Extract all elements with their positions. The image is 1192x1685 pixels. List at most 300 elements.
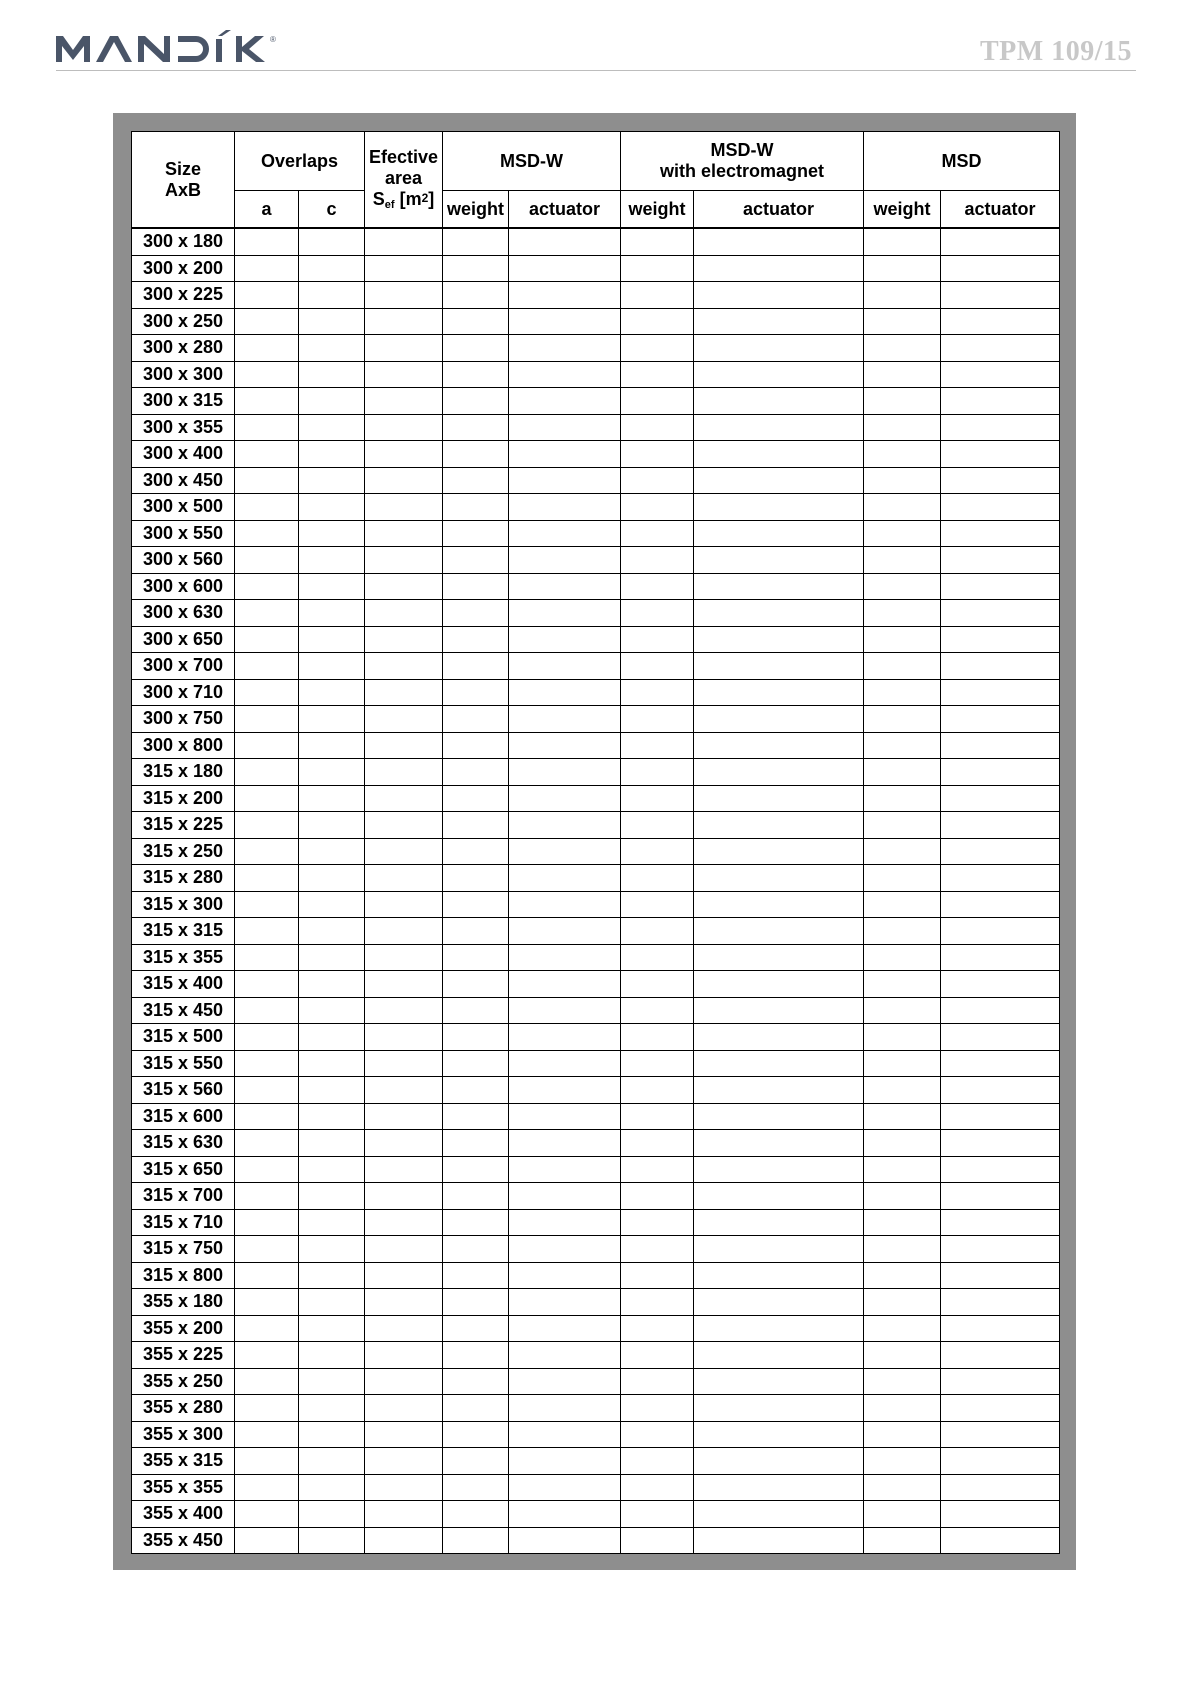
empty-value-cell [941, 838, 1060, 865]
empty-value-cell [621, 1077, 694, 1104]
empty-value-cell [365, 467, 443, 494]
empty-value-cell [694, 282, 864, 309]
empty-value-cell [864, 1077, 941, 1104]
empty-value-cell [443, 759, 509, 786]
empty-value-cell [509, 812, 621, 839]
empty-value-cell [941, 1448, 1060, 1475]
empty-value-cell [365, 441, 443, 468]
empty-value-cell [509, 494, 621, 521]
empty-value-cell [694, 971, 864, 998]
table-row [132, 494, 1060, 521]
empty-value-cell [864, 706, 941, 733]
empty-value-cell [443, 971, 509, 998]
empty-value-cell [443, 335, 509, 362]
empty-value-cell [694, 865, 864, 892]
empty-value-cell [694, 1183, 864, 1210]
empty-value-cell [941, 653, 1060, 680]
empty-value-cell [443, 1315, 509, 1342]
empty-value-cell [299, 1395, 365, 1422]
empty-value-cell [443, 997, 509, 1024]
table-row [132, 282, 1060, 309]
empty-value-cell [235, 1077, 299, 1104]
empty-value-cell [443, 282, 509, 309]
mandik-logo [56, 30, 286, 70]
empty-value-cell [864, 1289, 941, 1316]
empty-value-cell [365, 1315, 443, 1342]
empty-value-cell [365, 228, 443, 255]
empty-value-cell [443, 1368, 509, 1395]
empty-value-cell [621, 1262, 694, 1289]
empty-value-cell [941, 1103, 1060, 1130]
empty-value-cell [694, 1368, 864, 1395]
size-cell: 300 x 600 [132, 573, 235, 600]
header-size-line2: AxB [164, 179, 201, 200]
empty-value-cell [864, 467, 941, 494]
empty-value-cell [621, 679, 694, 706]
empty-value-cell [365, 414, 443, 441]
empty-value-cell [443, 944, 509, 971]
empty-value-cell [941, 520, 1060, 547]
empty-value-cell [864, 573, 941, 600]
empty-value-cell [694, 1421, 864, 1448]
table-row [132, 1368, 1060, 1395]
empty-value-cell [694, 1156, 864, 1183]
empty-value-cell [299, 520, 365, 547]
empty-value-cell [299, 1156, 365, 1183]
empty-value-cell [509, 1050, 621, 1077]
size-cell: 300 x 300 [132, 361, 235, 388]
empty-value-cell [864, 1395, 941, 1422]
empty-value-cell [299, 255, 365, 282]
empty-value-cell [864, 1501, 941, 1528]
size-cell: 355 x 300 [132, 1421, 235, 1448]
empty-value-cell [941, 1315, 1060, 1342]
empty-value-cell [365, 997, 443, 1024]
empty-value-cell [864, 1448, 941, 1475]
table-body [132, 228, 1060, 1554]
empty-value-cell [621, 891, 694, 918]
header-msdwem-actuator: actuator [694, 191, 864, 229]
empty-value-cell [621, 1395, 694, 1422]
empty-value-cell [941, 706, 1060, 733]
empty-value-cell [365, 1156, 443, 1183]
header-divider [56, 70, 1136, 71]
empty-value-cell [941, 1183, 1060, 1210]
header-msdwem-weight: weight [621, 191, 694, 229]
empty-value-cell [941, 1289, 1060, 1316]
empty-value-cell [864, 732, 941, 759]
empty-value-cell [365, 335, 443, 362]
header-overlap-a: a [235, 191, 299, 229]
header-msdw-em-line2: with electromagnet [660, 161, 825, 181]
empty-value-cell [235, 865, 299, 892]
empty-value-cell [864, 838, 941, 865]
empty-value-cell [365, 732, 443, 759]
empty-value-cell [509, 1448, 621, 1475]
size-cell: 355 x 315 [132, 1448, 235, 1475]
empty-value-cell [299, 997, 365, 1024]
empty-value-cell [365, 1342, 443, 1369]
empty-value-cell [235, 414, 299, 441]
empty-value-cell [443, 1183, 509, 1210]
empty-value-cell [365, 1130, 443, 1157]
empty-value-cell [941, 1130, 1060, 1157]
size-cell: 300 x 400 [132, 441, 235, 468]
empty-value-cell [443, 308, 509, 335]
empty-value-cell [443, 732, 509, 759]
header-effective-area [365, 132, 443, 229]
empty-value-cell [235, 997, 299, 1024]
empty-value-cell [365, 918, 443, 945]
empty-value-cell [864, 1183, 941, 1210]
header-msdw-electromagnet [621, 132, 864, 191]
empty-value-cell [694, 547, 864, 574]
empty-value-cell [694, 1501, 864, 1528]
size-cell: 315 x 180 [132, 759, 235, 786]
empty-value-cell [694, 1077, 864, 1104]
header-size-line1: Size [164, 158, 202, 179]
empty-value-cell [864, 1342, 941, 1369]
empty-value-cell [365, 944, 443, 971]
empty-value-cell [299, 1130, 365, 1157]
empty-value-cell [621, 997, 694, 1024]
empty-value-cell [621, 1050, 694, 1077]
header-eff-unit: $S_{ef}$ $[m^2]$ [372, 188, 435, 211]
table-row [132, 732, 1060, 759]
empty-value-cell [864, 1368, 941, 1395]
empty-value-cell [299, 388, 365, 415]
empty-value-cell [864, 997, 941, 1024]
empty-value-cell [509, 1342, 621, 1369]
table-row [132, 1050, 1060, 1077]
empty-value-cell [941, 1527, 1060, 1554]
empty-value-cell [235, 626, 299, 653]
header-eff-line1: Efective [368, 146, 439, 167]
empty-value-cell [299, 732, 365, 759]
size-cell: 300 x 200 [132, 255, 235, 282]
empty-value-cell [443, 1156, 509, 1183]
empty-value-cell [694, 308, 864, 335]
empty-value-cell [509, 1103, 621, 1130]
header-overlap-c: c [299, 191, 365, 229]
header-overlaps: Overlaps [235, 132, 365, 191]
empty-value-cell [443, 1077, 509, 1104]
empty-value-cell [509, 414, 621, 441]
empty-value-cell [941, 1209, 1060, 1236]
empty-value-cell [694, 732, 864, 759]
empty-value-cell [443, 785, 509, 812]
empty-value-cell [864, 971, 941, 998]
empty-value-cell [621, 1448, 694, 1475]
empty-value-cell [365, 679, 443, 706]
empty-value-cell [365, 1421, 443, 1448]
empty-value-cell [235, 812, 299, 839]
empty-value-cell [509, 520, 621, 547]
empty-value-cell [299, 414, 365, 441]
size-cell: 315 x 500 [132, 1024, 235, 1051]
empty-value-cell [941, 467, 1060, 494]
empty-value-cell [941, 1156, 1060, 1183]
empty-value-cell [299, 653, 365, 680]
empty-value-cell [443, 679, 509, 706]
empty-value-cell [509, 1209, 621, 1236]
empty-value-cell [235, 228, 299, 255]
table-row [132, 626, 1060, 653]
size-cell: 355 x 400 [132, 1501, 235, 1528]
size-cell: 300 x 710 [132, 679, 235, 706]
empty-value-cell [864, 335, 941, 362]
empty-value-cell [694, 706, 864, 733]
header-msd: MSD [864, 132, 1060, 191]
table-row [132, 1262, 1060, 1289]
empty-value-cell [299, 1342, 365, 1369]
empty-value-cell [443, 653, 509, 680]
empty-value-cell [443, 891, 509, 918]
table-row [132, 1448, 1060, 1475]
empty-value-cell [509, 467, 621, 494]
empty-value-cell [941, 1474, 1060, 1501]
empty-value-cell [509, 679, 621, 706]
empty-value-cell [235, 944, 299, 971]
size-cell: 355 x 355 [132, 1474, 235, 1501]
empty-value-cell [365, 865, 443, 892]
size-cell: 315 x 225 [132, 812, 235, 839]
empty-value-cell [509, 626, 621, 653]
empty-value-cell [509, 600, 621, 627]
header-size [132, 132, 235, 229]
empty-value-cell [235, 1209, 299, 1236]
size-cell: 315 x 560 [132, 1077, 235, 1104]
empty-value-cell [621, 626, 694, 653]
empty-value-cell [621, 573, 694, 600]
empty-value-cell [864, 414, 941, 441]
size-cell: 315 x 400 [132, 971, 235, 998]
empty-value-cell [941, 547, 1060, 574]
table-row [132, 971, 1060, 998]
size-cell: 315 x 800 [132, 1262, 235, 1289]
size-cell: 355 x 250 [132, 1368, 235, 1395]
empty-value-cell [694, 1395, 864, 1422]
empty-value-cell [509, 228, 621, 255]
empty-value-cell [299, 891, 365, 918]
empty-value-cell [299, 1315, 365, 1342]
empty-value-cell [235, 547, 299, 574]
empty-value-cell [443, 812, 509, 839]
empty-value-cell [299, 494, 365, 521]
size-cell: 300 x 630 [132, 600, 235, 627]
empty-value-cell [509, 1183, 621, 1210]
empty-value-cell [235, 971, 299, 998]
empty-value-cell [621, 1103, 694, 1130]
size-cell: 300 x 315 [132, 388, 235, 415]
empty-value-cell [235, 679, 299, 706]
empty-value-cell [941, 388, 1060, 415]
empty-value-cell [621, 732, 694, 759]
empty-value-cell [621, 308, 694, 335]
header-row-1 [132, 132, 1060, 191]
size-cell: 300 x 560 [132, 547, 235, 574]
size-cell: 315 x 250 [132, 838, 235, 865]
empty-value-cell [299, 1050, 365, 1077]
empty-value-cell [694, 1024, 864, 1051]
header-row-2 [132, 191, 1060, 229]
empty-value-cell [299, 785, 365, 812]
size-cell: 315 x 750 [132, 1236, 235, 1263]
size-cell: 300 x 250 [132, 308, 235, 335]
empty-value-cell [365, 759, 443, 786]
empty-value-cell [443, 228, 509, 255]
empty-value-cell [941, 732, 1060, 759]
size-cell: 300 x 280 [132, 335, 235, 362]
empty-value-cell [509, 1527, 621, 1554]
empty-value-cell [443, 600, 509, 627]
empty-value-cell [864, 1024, 941, 1051]
empty-value-cell [864, 679, 941, 706]
empty-value-cell [235, 1183, 299, 1210]
empty-value-cell [299, 1527, 365, 1554]
empty-value-cell [694, 1130, 864, 1157]
empty-value-cell [235, 1368, 299, 1395]
empty-value-cell [365, 1395, 443, 1422]
empty-value-cell [235, 388, 299, 415]
empty-value-cell [509, 1368, 621, 1395]
empty-value-cell [299, 335, 365, 362]
empty-value-cell [864, 653, 941, 680]
empty-value-cell [621, 1368, 694, 1395]
empty-value-cell [694, 1103, 864, 1130]
empty-value-cell [509, 1474, 621, 1501]
empty-value-cell [694, 759, 864, 786]
empty-value-cell [299, 865, 365, 892]
size-cell: 355 x 225 [132, 1342, 235, 1369]
empty-value-cell [694, 255, 864, 282]
table-row [132, 1527, 1060, 1554]
empty-value-cell [443, 1262, 509, 1289]
empty-value-cell [365, 1209, 443, 1236]
empty-value-cell [621, 1130, 694, 1157]
svg-text:®: ® [270, 35, 276, 44]
empty-value-cell [365, 653, 443, 680]
empty-value-cell [365, 573, 443, 600]
empty-value-cell [235, 1527, 299, 1554]
table-row [132, 441, 1060, 468]
empty-value-cell [694, 573, 864, 600]
empty-value-cell [621, 1474, 694, 1501]
empty-value-cell [299, 679, 365, 706]
empty-value-cell [694, 785, 864, 812]
table-row [132, 520, 1060, 547]
empty-value-cell [299, 1421, 365, 1448]
empty-value-cell [235, 1342, 299, 1369]
empty-value-cell [694, 838, 864, 865]
table-row [132, 1024, 1060, 1051]
empty-value-cell [235, 282, 299, 309]
empty-value-cell [864, 759, 941, 786]
empty-value-cell [864, 944, 941, 971]
table-row [132, 759, 1060, 786]
empty-value-cell [509, 997, 621, 1024]
table-row [132, 228, 1060, 255]
empty-value-cell [941, 228, 1060, 255]
size-cell: 300 x 700 [132, 653, 235, 680]
empty-value-cell [509, 971, 621, 998]
empty-value-cell [365, 1236, 443, 1263]
empty-value-cell [621, 520, 694, 547]
empty-value-cell [621, 812, 694, 839]
empty-value-cell [941, 679, 1060, 706]
empty-value-cell [365, 1050, 443, 1077]
size-cell: 315 x 550 [132, 1050, 235, 1077]
table-row [132, 255, 1060, 282]
empty-value-cell [365, 600, 443, 627]
empty-value-cell [509, 1262, 621, 1289]
empty-value-cell [941, 997, 1060, 1024]
table-frame [113, 113, 1076, 1570]
empty-value-cell [299, 706, 365, 733]
empty-value-cell [443, 1024, 509, 1051]
empty-value-cell [235, 1421, 299, 1448]
empty-value-cell [694, 467, 864, 494]
empty-value-cell [941, 573, 1060, 600]
empty-value-cell [941, 1342, 1060, 1369]
empty-value-cell [694, 626, 864, 653]
empty-value-cell [299, 812, 365, 839]
empty-value-cell [443, 1342, 509, 1369]
empty-value-cell [864, 812, 941, 839]
empty-value-cell [621, 971, 694, 998]
empty-value-cell [621, 414, 694, 441]
empty-value-cell [864, 308, 941, 335]
empty-value-cell [621, 838, 694, 865]
empty-value-cell [235, 1395, 299, 1422]
empty-value-cell [235, 1050, 299, 1077]
empty-value-cell [864, 1262, 941, 1289]
empty-value-cell [621, 388, 694, 415]
empty-value-cell [509, 1421, 621, 1448]
empty-value-cell [365, 1289, 443, 1316]
empty-value-cell [621, 1342, 694, 1369]
empty-value-cell [365, 838, 443, 865]
empty-value-cell [864, 626, 941, 653]
header-msdw-actuator: actuator [509, 191, 621, 229]
empty-value-cell [694, 388, 864, 415]
empty-value-cell [509, 308, 621, 335]
empty-value-cell [443, 388, 509, 415]
empty-value-cell [443, 1130, 509, 1157]
empty-value-cell [443, 1527, 509, 1554]
empty-value-cell [864, 1209, 941, 1236]
empty-value-cell [235, 653, 299, 680]
empty-value-cell [941, 282, 1060, 309]
empty-value-cell [621, 441, 694, 468]
empty-value-cell [941, 1077, 1060, 1104]
empty-value-cell [621, 282, 694, 309]
empty-value-cell [443, 1289, 509, 1316]
empty-value-cell [621, 1501, 694, 1528]
empty-value-cell [621, 865, 694, 892]
empty-value-cell [235, 1448, 299, 1475]
empty-value-cell [299, 1236, 365, 1263]
empty-value-cell [621, 653, 694, 680]
size-cell: 315 x 355 [132, 944, 235, 971]
empty-value-cell [443, 1501, 509, 1528]
empty-value-cell [621, 1289, 694, 1316]
empty-value-cell [509, 653, 621, 680]
empty-value-cell [694, 1209, 864, 1236]
empty-value-cell [941, 812, 1060, 839]
empty-value-cell [365, 971, 443, 998]
document-code: TPM 109/15 [980, 36, 1132, 67]
